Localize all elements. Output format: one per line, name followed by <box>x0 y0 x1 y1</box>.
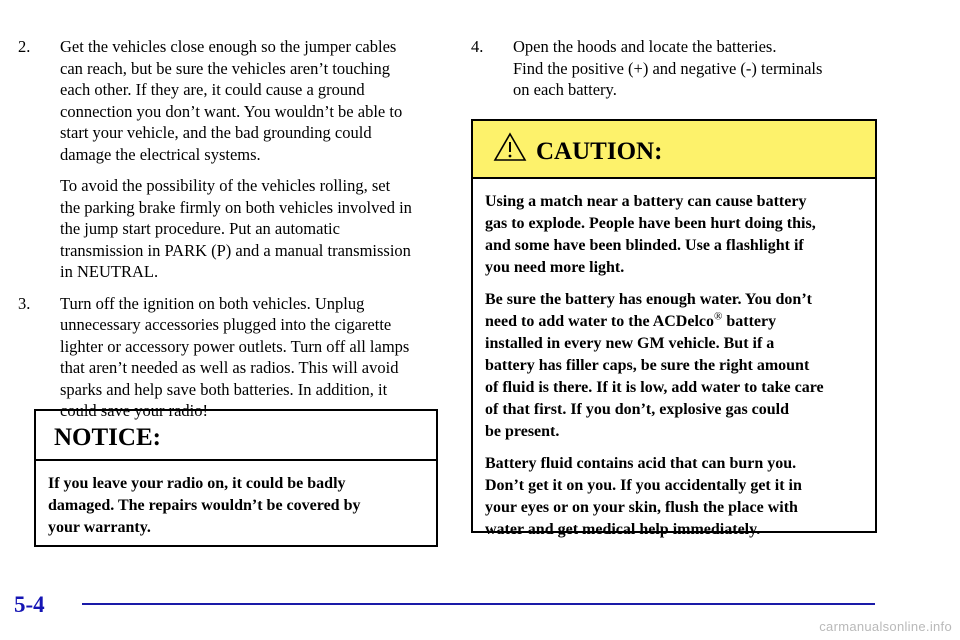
notice-body <box>36 461 436 539</box>
caution-paragraph <box>485 453 865 541</box>
caution-paragraph <box>485 289 865 443</box>
footer-divider <box>82 603 875 605</box>
text-line: of that first. If you don’t, explosive gas could <box>485 401 790 418</box>
text-line: could save your radio! <box>60 401 208 420</box>
text-line: Turn off the ignition on both vehicles. Unplug <box>60 293 365 313</box>
text-line: each other. If they are, it could cause a ground <box>60 80 365 99</box>
text-line: gas to explode. People have been hurt doing this, <box>485 215 816 232</box>
step-2 <box>18 36 440 283</box>
step-paragraph <box>60 36 440 165</box>
text-fragment: need to add water to the ACDelco <box>485 313 715 330</box>
right-column <box>471 36 881 111</box>
text-line: sparks and help save both batteries. In addition, it <box>60 379 388 399</box>
text-line: can reach, but be sure the vehicles aren’t touching <box>60 58 391 78</box>
text-line: To avoid the possibility of the vehicles rolling, set <box>60 176 391 195</box>
text-line: the parking brake firmly on both vehicles involved in <box>60 197 412 217</box>
notice-title: NOTICE: <box>54 424 161 451</box>
text-line <box>485 311 865 333</box>
caution-header <box>473 121 875 179</box>
warning-triangle-icon <box>493 132 527 162</box>
text-line: your warranty. <box>48 519 151 536</box>
step-number: 4. <box>471 37 484 56</box>
text-line: Get the vehicles close enough so the jumper cables <box>60 37 397 56</box>
text-line: Using a match near a battery can cause battery <box>485 193 807 210</box>
text-fragment: battery <box>722 313 777 330</box>
text-line: Don’t get it on you. If you accidentally get it in <box>485 477 802 494</box>
watermark: carmanualsonline.info <box>819 619 952 634</box>
step-paragraph <box>60 293 440 422</box>
text-line: connection you don’t want. You wouldn’t be able to <box>60 101 403 121</box>
text-line: that aren’t needed as well as radios. This will avoid <box>60 358 399 377</box>
left-column <box>18 36 440 432</box>
page-number: 5-4 <box>14 592 45 617</box>
step-3 <box>18 293 440 422</box>
registered-mark: ® <box>714 310 723 323</box>
notice-box <box>34 409 438 547</box>
step-number: 3. <box>18 293 31 313</box>
text-line: Find the positive (+) and negative (-) terminals <box>513 58 823 78</box>
caution-paragraph <box>485 191 865 279</box>
text-line: Be sure the battery has enough water. You don’t <box>485 291 812 308</box>
step-number: 2. <box>18 37 31 56</box>
notice-header <box>36 411 436 461</box>
text-line: transmission in PARK (P) and a manual transmission <box>60 240 411 260</box>
text-line: the jump start procedure. Put an automatic <box>60 219 340 238</box>
step-paragraph <box>60 175 440 283</box>
text-line: Battery fluid contains acid that can burn you. <box>485 455 797 472</box>
text-line: damage the electrical systems. <box>60 144 261 164</box>
text-line: you need more light. <box>485 259 625 276</box>
text-line: of fluid is there. If it is low, add water to take care <box>485 379 824 396</box>
text-line: lighter or accessory power outlets. Turn off all lamps <box>60 336 410 356</box>
text-line: in NEUTRAL. <box>60 262 159 281</box>
caution-box <box>471 119 877 538</box>
text-line: water and get medical help immediately. <box>485 521 761 538</box>
step-paragraph <box>513 36 881 101</box>
text-line: your eyes or on your skin, flush the place with <box>485 499 798 516</box>
text-line: battery has filler caps, be sure the right amount <box>485 357 810 374</box>
text-line: damaged. The repairs wouldn’t be covered by <box>48 497 361 514</box>
text-line: and some have been blinded. Use a flashlight if <box>485 237 804 254</box>
text-line: start your vehicle, and the bad grounding could <box>60 123 372 142</box>
text-line: unnecessary accessories plugged into the cigarette <box>60 315 392 334</box>
text-line: Open the hoods and locate the batteries. <box>513 37 777 56</box>
caution-body <box>473 179 875 541</box>
text-line: installed in every new GM vehicle. But if a <box>485 335 775 352</box>
step-4 <box>471 36 881 101</box>
text-line: be present. <box>485 423 560 440</box>
text-line: on each battery. <box>513 80 617 99</box>
text-line: If you leave your radio on, it could be badly <box>48 475 346 492</box>
caution-title: CAUTION: <box>536 138 663 165</box>
